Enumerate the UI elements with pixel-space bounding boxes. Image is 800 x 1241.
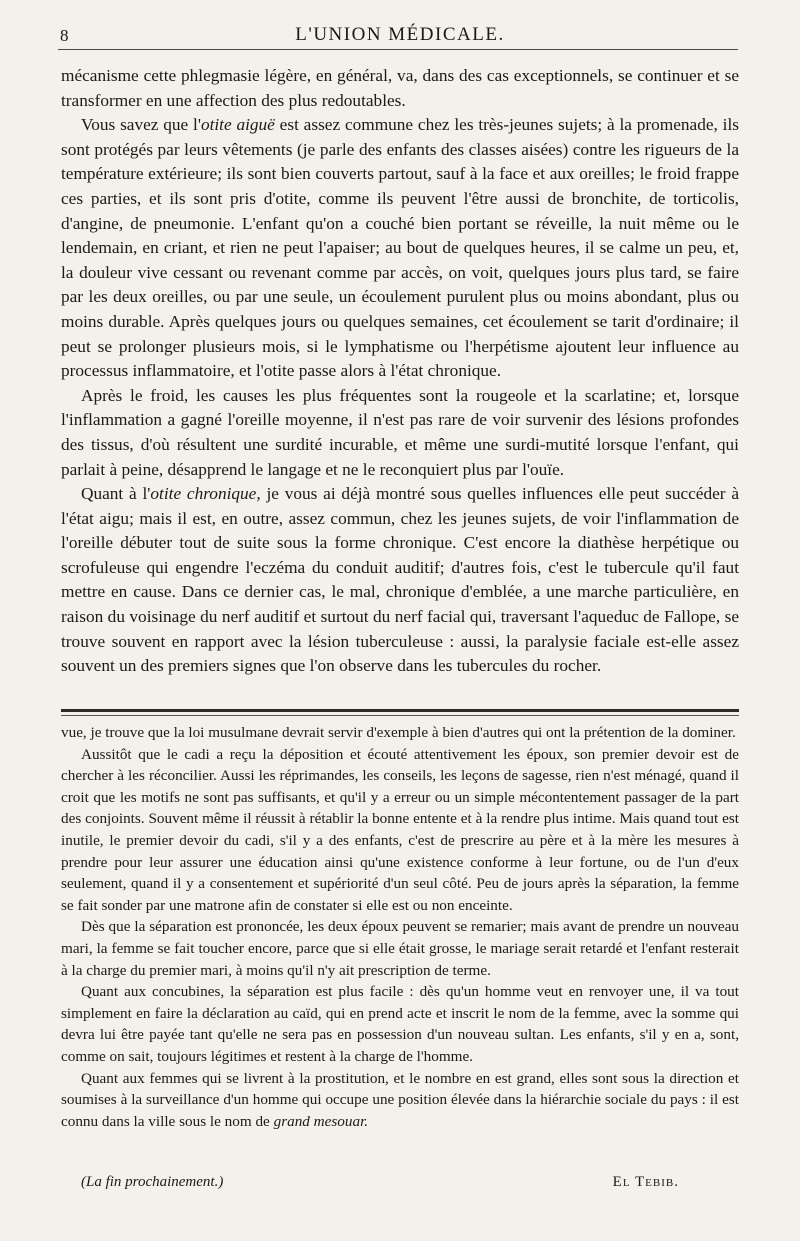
- article-paragraph: [61, 113, 739, 384]
- feuilleton-footer: [61, 1174, 739, 1198]
- emphasis-term: otite aiguë: [200, 115, 275, 135]
- feuilleton-paragraph: Aussitôt que le cadi a reçu la déposition et écouté attentivement les époux, son premier devoir est de chercher à les réconcilier. Aussi les réprimandes, les conseils, les leçons de sagesse, rien n'est ménagé, quand il croit que les motifs ne sont pas suffisants, et qu'il y a erreur ou un simple mécontentement passager de la part des conjoints. Souvent même il réussit à rétablir la bonne entente et à la rendre plus intime. Mais quand tout est inutile, le premier devoir du cadi, s'il y a des enfants, c'est de prescrire au père et à la mère les mesures à prendre pour leur assurer une éducation ainsi qu'une existence conforme à leur fortune, ou de l'un d'eux seulement, quand il y a consentement et supériorité d'un seul côté. Peu de jours après la séparation, la femme se fait sonder par une matrone afin de constater si elle est ou non enceinte.: [61, 745, 739, 914]
- emphasis-term: otite chronique,: [150, 484, 261, 504]
- feuilleton-paragraph: [61, 1068, 739, 1133]
- running-header: [0, 22, 800, 52]
- journal-title: L'UNION MÉDICALE.: [295, 24, 505, 45]
- continuation-note: (La fin prochainement.): [81, 1174, 224, 1190]
- author-signature: El Tebib.: [612, 1174, 679, 1190]
- text-run: Vous savez que l': [81, 115, 201, 135]
- feuilleton-paragraph: Dès que la séparation est prononcée, les deux époux peuvent se remarier; mais avant de prendre un nouveau mari, la femme se fait toucher encore, parce que si elle était grosse, le mariage serait retardé et l'enfant resterait à la charge du premier mari, à moins qu'il n'y ait prescription de terme.: [61, 918, 739, 979]
- feuilleton-body: [61, 722, 739, 1132]
- section-divider-thin: [61, 715, 739, 716]
- article-paragraph: mécanisme cette phlegmasie légère, en général, va, dans des cas exceptionnels, se continuer et se transformer en une affection des plus redoutables.: [61, 66, 739, 110]
- feuilleton-paragraph: vue, je trouve que la loi musulmane devrait servir d'exemple à bien d'autres qui ont la prétention de la dominer.: [61, 724, 736, 741]
- article-body: [61, 64, 739, 679]
- section-divider: [61, 709, 739, 712]
- article-paragraph: [61, 482, 739, 679]
- header-rule: [58, 49, 738, 50]
- article-paragraph: Après le froid, les causes les plus fréquentes sont la rougeole et la scarlatine; et, lorsque l'inflammation a gagné l'oreille moyenne, il n'est pas rare de voir survenir des lésions profondes des tissus, d'où résultent une surdité incurable, et même une surdi-mutité lorsque l'enfant, qui parlait à peine, désapprend le langage et ne le reconquiert plus par l'ouïe.: [61, 385, 739, 479]
- text-run: je vous ai déjà montré sous quelles influences elle peut succéder à l'état aigu; mais il est, en outre, assez commun, chez les jeunes sujets, de voir l'inflammation de l'oreille débuter tout de suite sous la forme chronique. C'est encore la diathèse herpétique ou scrofuleuse qui engendre l'eczéma du conduit auditif; d'autres fois, c'est le tubercule qu'il faut mettre en cause. Dans ce dernier cas, le mal, chronique d'emblée, a une marche particulière, en raison du voisinage du nerf auditif et surtout du nerf facial qui, traversant l'aqueduc de Fallope, se trouve souvent en rapport avec la lésion tuberculeuse : aussi, la paralysie faciale est-elle assez souvent un des premiers signes que l'on observe dans les tubercules du rocher.: [61, 484, 739, 676]
- text-run: est assez commune chez les très-jeunes sujets; à la promenade, ils sont protégés par leurs vêtements (je parle des enfants des classes aisées) contre les rigueurs de la température extérieure; ils sont bien couverts partout, sauf à la face et aux oreilles; le froid frappe ces parties, et ils sont pris d'otite, comme ils peuvent l'être aussi de bronchite, de torticolis, d'angine, de pneumonie. L'enfant qu'on a couché bien portant se réveille, la nuit même ou le lendemain, en criant, et rien ne peut l'apaiser; au bout de quelques heures, il se calme un peu, et, la douleur vive cessant ou revenant comme par accès, on voit, quelques jours plus tard, se faire par les deux oreilles, ou par une seule, un écoulement purulent plus ou moins abondant, plus ou moins durable. Après quelques jours ou quelques semaines, cet écoulement se tarit d'ordinaire; il peut se prolonger plusieurs mois, si le lymphatisme ou l'herpétisme ajoutent leur influence au processus inflammatoire, et l'otite passe alors à l'état chronique.: [61, 115, 739, 381]
- emphasis-term: grand mesouar.: [273, 1112, 369, 1130]
- feuilleton-paragraph: Quant aux concubines, la séparation est plus facile : dès qu'un homme veut en renvoyer une, il va tout simplement en faire la déclaration au caïd, qui en prend acte et inscrit le nom de la femme, avec la somme qui devra lui être payée tant qu'elle ne sera pas en possession d'un nouveau sultan. Les enfants, s'il y en a, sont, comme on sait, toujours légitimes et restent à la charge de l'homme.: [61, 983, 739, 1065]
- text-run: Quant aux femmes qui se livrent à la prostitution, et le nombre en est grand, elles sont sous la direction et soumises à la surveillance d'un homme qui occupe une position élevée dans la hiérarchie sociale du pays : il est connu dans la ville sous le nom de: [61, 1069, 739, 1130]
- text-run: Quant à l': [81, 484, 151, 504]
- page-number: 8: [60, 26, 69, 45]
